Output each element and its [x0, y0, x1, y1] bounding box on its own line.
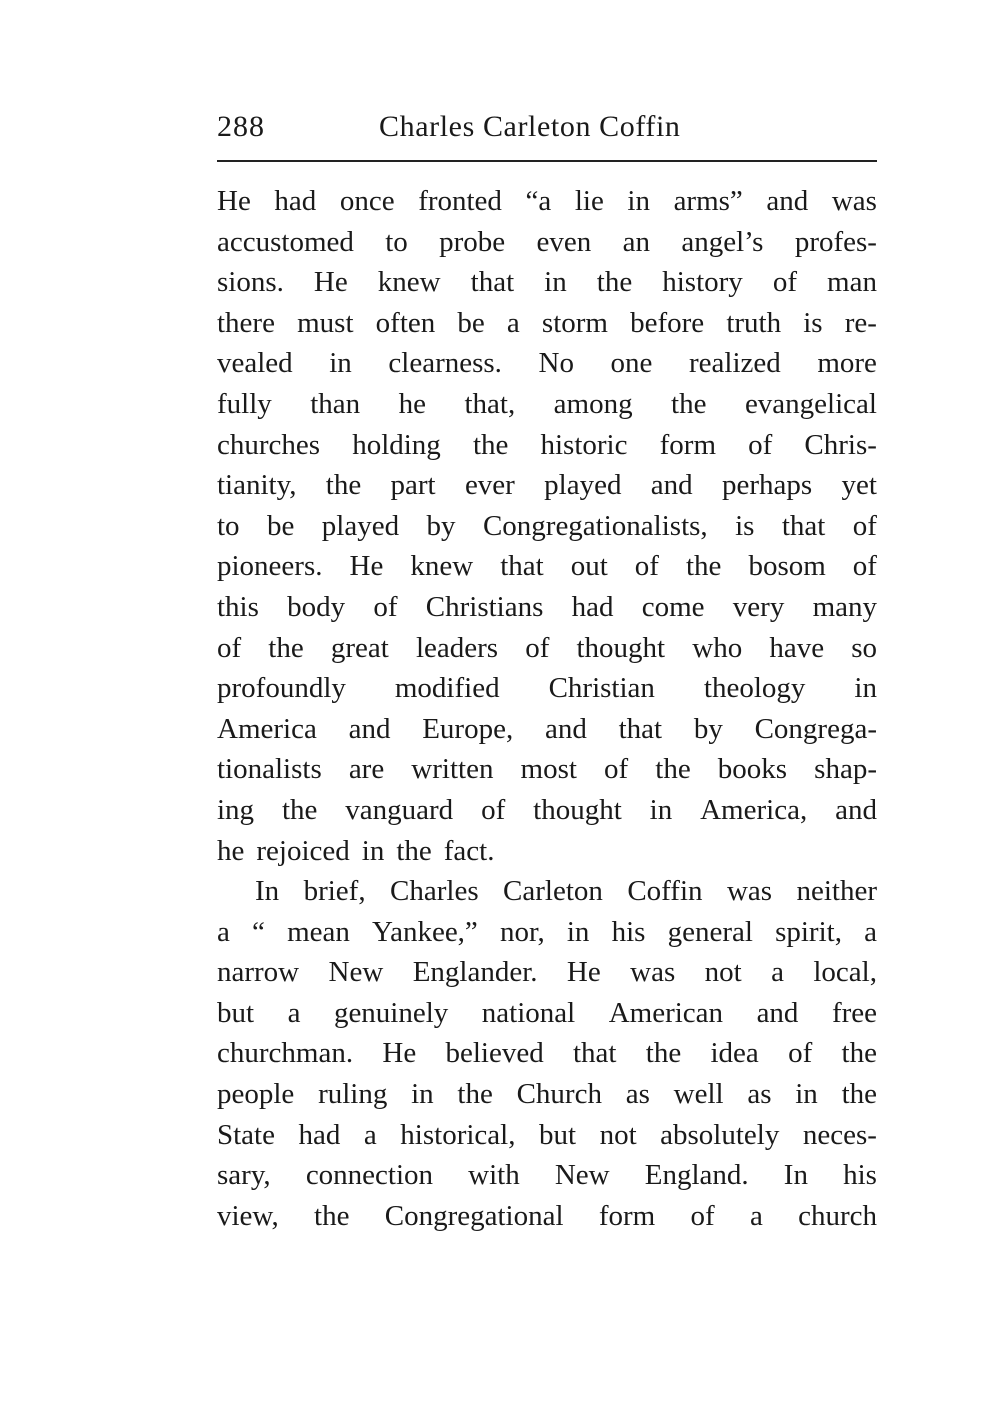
page-number: 288 [217, 110, 265, 143]
text-line: sions. He knew that in the history of man [217, 266, 877, 299]
text-line: churches holding the historic form of Chris- [217, 428, 877, 461]
header-rule [217, 160, 877, 162]
running-title: Charles Carleton Coffin [379, 110, 681, 143]
text-line: sary, connection with New England. In his [217, 1159, 877, 1192]
text-line: but a genuinely national American and free [217, 996, 877, 1029]
text-line: view, the Congregational form of a church [217, 1199, 877, 1232]
text-line: fully than he that, among the evangelical [217, 387, 877, 420]
text-line: people ruling in the Church as well as in the [217, 1078, 877, 1111]
text-line: America and Europe, and that by Congrega- [217, 712, 877, 745]
body-text [217, 181, 877, 1236]
text-line: narrow New Englander. He was not a local, [217, 956, 877, 989]
text-line: there must often be a storm before truth is re- [217, 306, 877, 339]
text-line: this body of Christians had come very many [217, 590, 877, 623]
text-line: tionalists are written most of the books shap- [217, 753, 877, 786]
text-line: to be played by Congregationalists, is that of [217, 509, 877, 542]
page-header [217, 110, 877, 154]
text-line: In brief, Charles Carleton Coffin was neither [255, 875, 877, 908]
text-line: a “ mean Yankee,” nor, in his general spirit, a [217, 915, 877, 948]
text-line: of the great leaders of thought who have so [217, 631, 877, 664]
text-line: pioneers. He knew that out of the bosom of [217, 550, 877, 583]
text-line: tianity, the part ever played and perhaps yet [217, 469, 877, 502]
text-line: profoundly modified Christian theology in [217, 672, 877, 705]
text-line: accustomed to probe even an angel’s profes- [217, 225, 877, 258]
text-line: vealed in clearness. No one realized more [217, 347, 877, 380]
text-line: State had a historical, but not absolutely neces- [217, 1118, 877, 1151]
text-line: He had once fronted “a lie in arms” and was [217, 185, 877, 217]
text-line: he rejoiced in the fact. [217, 834, 495, 867]
text-line: churchman. He believed that the idea of the [217, 1037, 877, 1070]
text-line: ing the vanguard of thought in America, and [217, 793, 877, 826]
